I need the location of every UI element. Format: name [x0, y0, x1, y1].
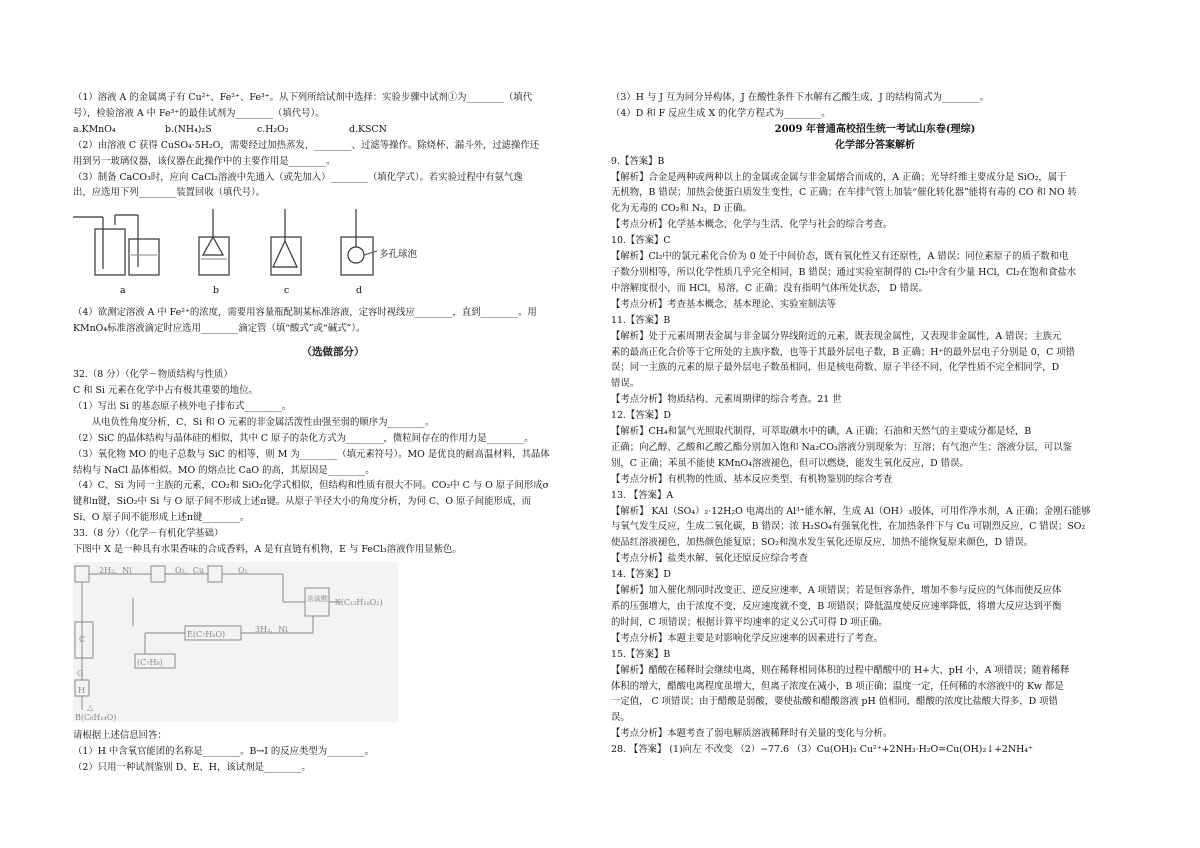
label-b: b: [213, 285, 220, 297]
answer-list: [611, 154, 1139, 758]
q-line: （3）制备 CaCO₃时，应向 CaCl₂溶液中先通入（或先加入）________（填化学式）。若实验过程中有氨气逸: [73, 171, 523, 183]
synthesis-flowchart: [73, 562, 398, 722]
answer-line: 【解析】 KAl（SO₄）₂·12H₂O 电离出的 Al³⁺能水解，生成 Al（OH）₃胶体，可用作净水剂，A 正确；金刚石能够: [611, 505, 1091, 517]
q-line: 用到另一玻璃仪器，该仪器在此操作中的主要作用是________。: [73, 155, 336, 167]
q32-line: （3）氧化物 MO 的电子总数与 SiC 的相等，则 M 为________（填元素符号）。MO 是优良的耐高温材料，其晶体: [73, 448, 550, 460]
option-b: b.(NH₄)₂S: [165, 123, 212, 135]
flow-label-sub: (C₇H₈): [137, 657, 163, 667]
q32-line: 键和π键，SiO₂中 Si 与 O 原子间不形成上述π键。从原子半径大小的角度分析，为何 C、O 原子间能形成，而: [73, 496, 532, 508]
option-d: d.KSCN: [349, 123, 387, 135]
apparatus-figure: [73, 207, 593, 299]
label-d: d: [356, 285, 363, 297]
q33-line: 下图中 X 是一种具有水果香味的合成香料，A 是有直链有机物，E 与 FeCl₃溶液作用显紫色。: [73, 544, 462, 556]
q-line: 出，应选用下列________装置回收（填代号）。: [73, 187, 266, 199]
reagent-options: [73, 122, 593, 138]
answer-line: 【解析】加入催化剂同时改变正、逆反应速率，A 项错误；若是恒容条件，增加不参与反应的气体而使反应体: [611, 585, 1062, 597]
answer-line: 13. 【答案】A: [611, 489, 674, 501]
answer-line: 无机物，B 错误；加热会使蛋白质发生变性，C 正确；在车排气管上加装“催化转化器”能将有毒的 CO 和 NO 转: [611, 187, 1078, 199]
left-column: [73, 90, 593, 776]
flow-label-a1: 2H₂，Ni: [99, 565, 132, 575]
q32-line: （2）SiC 的晶体结构与晶体硅的相似，其中 C 原子的杂化方式为________，微粒间存在的作用力是________。: [73, 432, 534, 444]
flow-label-c: C: [79, 634, 86, 644]
answer-line: 【解析】Cl₂中的氯元素化合价为 0 处于中间价态，既有氧化性又有还原性，A 错误；同位素原子的质子数和电: [611, 251, 1069, 263]
answer-line: 中溶解度很小，而 HCl，易溶，C 正确；没有指明气体所处状态， D 错误。: [611, 282, 928, 294]
answer-line: 【解析】CH₄和氯气光照取代制得，可萃取碘水中的碘，A 正确；石油和天然气的主要成分都是烃，B: [611, 426, 1032, 438]
answer-line: 使品红溶液褪色，加热颜色能复原；SO₂和溴水发生氧化还原反应，加热不能恢复原来颜色，D 错误。: [611, 537, 1034, 549]
answer-line: 误；同一主族的元素的原子最外层电子数虽相同，但是核电荷数、原子半径不同，化学性质不完全相同学，D: [611, 362, 1060, 374]
label-a: a: [120, 285, 126, 297]
answer-line: 误。: [611, 712, 630, 724]
answer-line: 【考点分析】有机物的性质、基本反应类型、有机物鉴别的综合考查: [611, 473, 893, 485]
q32-line: C 和 Si 元素在化学中占有极其重要的地位。: [73, 384, 258, 396]
optional-section-title: （选做部分）: [301, 346, 365, 359]
q-line: KMnO₄标准溶液滴定时应选用________滴定管（填“酸式”或“碱式”）。: [73, 323, 366, 335]
q32-line: （4）C、Si 为同一主族的元素，CO₂和 SiO₂化学式相似，但结构和性质有很大不同。CO₂中 C 与 O 原子间形成σ: [73, 480, 550, 492]
q-line: 号），检验溶液 A 中 Fe³⁺的最佳试剂为________（填代号）。: [73, 107, 325, 119]
q33-line: （1）H 中含氧官能团的名称是________。B→I 的反应类型为________。: [73, 745, 375, 757]
answer-line: 【考点分析】物质结构、元素周期律的综合考查。21 世: [611, 394, 842, 406]
answer-line: 【解析】处于元素周期表金属与非金属分界线附近的元素，既表现金属性，又表现非金属性，A 错误；主族元: [611, 330, 1062, 342]
answer-line: 与氧气发生反应，生成二氧化碳，B 错误；浓 H₂SO₄有强氧化性，在加热条件下与 Cu 可剧烈反应，C 错误；SO₂: [611, 521, 1086, 533]
answer-line: 【解析】合金是两种或两种以上的金属或金属与非金属熔合而成的，A 正确；光导纤维主要成分是 SiO₂，属于: [611, 171, 1067, 183]
option-a: a.KMnO₄: [73, 123, 116, 135]
label-c: c: [284, 285, 290, 297]
answer-line: 别，C 正确；苯虽不能使 KMnO₄溶液褪色，但可以燃烧，能发生氧化反应，D 错误。: [611, 457, 969, 469]
answer-line: 【考点分析】本题主要是对影响化学反应速率的因素进行了考查。: [611, 632, 883, 644]
answer-line: 12.【答案】D: [611, 410, 671, 422]
answer-line: 9.【答案】B: [611, 155, 665, 167]
answer-line: 化为无毒的 CO₂和 N₂，D 正确。: [611, 203, 752, 215]
answer-line: 28. 【答案】 (1)向左 不改变 （2）−77.6 （3）Cu(OH)₂ Cu²⁺+2NH₃·H₂O=Cu(OH)₂↓+2NH₄⁺: [611, 744, 1033, 756]
q32-line: （1）写出 Si 的基态原子核外电子排布式________。: [73, 400, 292, 412]
answer-line: 11.【答案】B: [611, 314, 671, 326]
answer-line: 系的压强增大，由于浓度不变，反应速度就不变，B 项错误；降低温度使反应速率降低，将增大反应达到平衡: [611, 601, 1062, 612]
answer-line: 【考点分析】本题考查了弱电解质溶液稀释时有关量的变化与分析。: [611, 728, 893, 740]
answer-line: 正确；向乙醇、乙酸和乙酸乙酯分别加入饱和 Na₂CO₃溶液分别现象为：互溶；有气泡产生；溶液分层，可以鉴: [611, 441, 1073, 453]
q33-line: （2）只用一种试剂鉴别 D、E、H，该试剂是________。: [73, 761, 311, 773]
q32-line: 32.（8 分）（化学－物质结构与性质）: [73, 369, 233, 381]
flow-label-e: E(C₇H₈O): [187, 629, 226, 639]
q33-line: 33.（8 分）（化学－有机化学基础）: [73, 528, 224, 540]
option-c: c.H₂O₂: [257, 123, 289, 135]
answer-title: 2009 年普通高校招生统一考试山东卷(理综): [774, 123, 976, 135]
q-line: （2）由溶液 C 获得 CuSO₄·5H₂O，需要经过加热蒸发，________、过滤等操作。除烧杯、漏斗外，过滤操作还: [73, 139, 540, 151]
flow-label-h: H: [78, 685, 85, 695]
q-line: （4）D 和 F 反应生成 X 的化学方程式为________。: [611, 107, 831, 119]
q-line: （3）H 与 J 互为同分异构体，J 在酸性条件下水解有乙酸生成，J 的结构简式为________。: [611, 92, 989, 103]
answer-line: 14.【答案】D: [611, 569, 671, 581]
flowchart-drawing: [73, 562, 398, 722]
answer-line: 一定值， C 项错误；由于醋酸是弱酸，要使盐酸和醋酸溶液 pH 值相同，醋酸的浓度比盐酸大得多，D 项错: [611, 696, 1058, 708]
q32-line: Si、O 原子间不能形成上述π键________。: [73, 512, 250, 524]
q32-line: 结构与 NaCl 晶体相似。MO 的熔点比 CaO 的高，其原因是________。: [73, 464, 375, 476]
answer-line: 【考点分析】盐类水解、氧化还原反应综合考查: [611, 553, 808, 565]
flow-label-x: X(C₁₃H₁₈O₂): [335, 597, 383, 607]
flow-label-b: B(C₆H₁₄O): [75, 712, 117, 722]
flow-label-g: G: [77, 668, 84, 678]
answer-line: 15.【答案】B: [611, 648, 671, 660]
q-line: （1）溶液 A 的金属离子有 Cu²⁺、Fe²⁺、Fe³⁺。从下列所给试剂中选择：实验步骤中试剂①为________（填代: [73, 92, 533, 103]
answer-line: 【解析】醋酸在稀释时会继续电离，则在稀释相同体积的过程中醋酸中的 H+大、pH 小，A 项错误；随着稀释: [611, 664, 1070, 676]
flow-label-a2: O₂，Cu: [175, 565, 205, 575]
q33-line: 请根据上述信息回答：: [73, 729, 167, 741]
answer-line: 【考点分析】化学基本概念、化学与生活、化学与社会的综合考查。: [611, 219, 893, 231]
q-line: （4）欲测定溶液 A 中 Fe²⁺的浓度，需要用容量瓶配制某标准溶液，定容时视线应________，直到________。用: [73, 307, 537, 319]
answer-line: 【考点分析】考查基本概念、基本理论、实验室制法等: [611, 298, 837, 310]
q32-line: 从电负性角度分析，C、Si 和 O 元素的非金属活泼性由强至弱的顺序为________。: [73, 416, 435, 428]
flow-label-a3: O₂: [238, 565, 248, 575]
flow-label-acid: 浓硫酸: [307, 594, 328, 603]
answer-line: 子数分别相等，所以化学性质几乎完全相同，B 错误；通过实验室制得的 Cl₂中含有少量 HCl，Cl₂在饱和食盐水: [611, 266, 1077, 278]
answer-line: 的时间，C 项错误；根据计算平均速率的定义公式可得 D 项正确。: [611, 616, 888, 628]
flow-label-hx: △: [87, 702, 94, 712]
answer-line: 10.【答案】C: [611, 235, 671, 247]
flow-label-cond: 3H₂，Ni: [255, 624, 288, 634]
answer-line: 错误。: [611, 378, 640, 390]
answer-subtitle: 化学部分答案解析: [835, 139, 915, 151]
right-column: [611, 90, 1139, 758]
answer-line: 素的最高正化合价等于它所处的主族序数，也等于其最外层电子数，B 正确；H⁺的最外层电子分别是 0，C 项错: [611, 346, 1075, 358]
bubble-label: 多孔球泡: [379, 249, 418, 261]
answer-line: 体积的增大，醋酸电离程度虽增大，但离子浓度在减小，B 项正确；温度一定，任何稀的水溶液中的 Kw 都是: [611, 680, 1064, 692]
